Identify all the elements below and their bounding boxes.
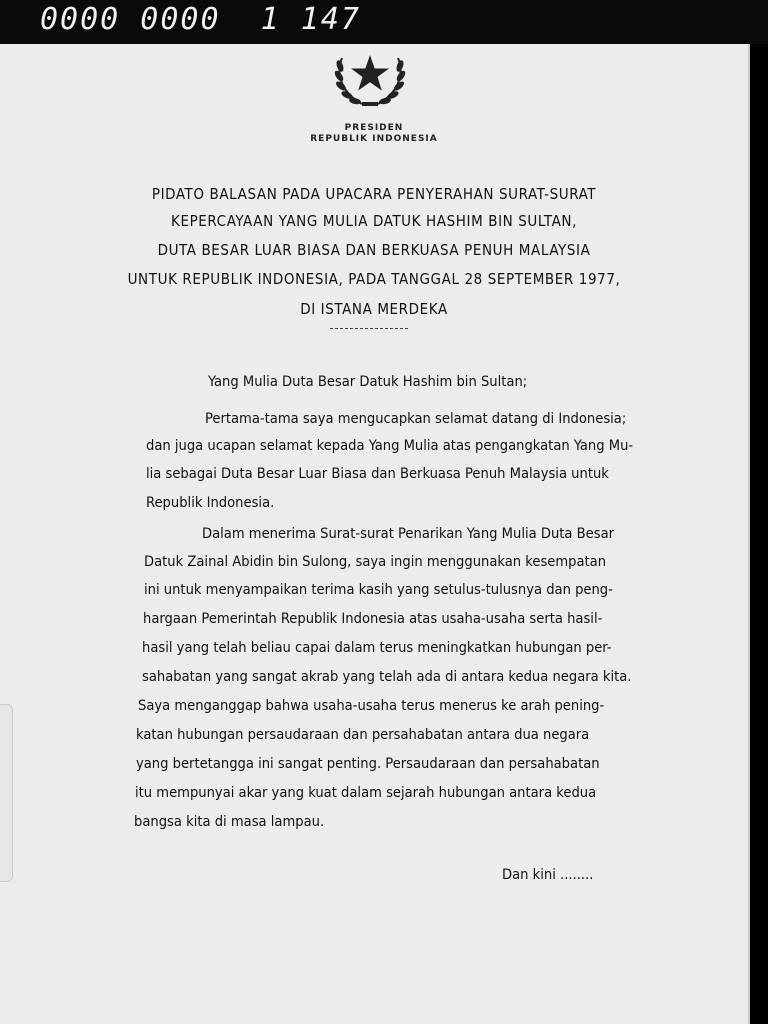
film-strip — [0, 0, 768, 44]
garuda-star-emblem-icon — [328, 44, 412, 112]
body-line: ini untuk menyampaikan terima kasih yang setulus-tulusnya dan peng- — [144, 581, 613, 598]
body-line: Pertama-tama saya mengucapkan selamat datang di Indonesia; — [205, 410, 627, 427]
title-line: KEPERCAYAAN YANG MULIA DATUK HASHIM BIN SULTAN, — [171, 212, 577, 230]
title-divider — [330, 328, 408, 330]
body-line: Datuk Zainal Abidin bin Sulong, saya ingin menggunakan kesempatan — [144, 553, 607, 570]
header-line-2: REPUBLIK INDONESIA — [310, 134, 438, 144]
title-line: PIDATO BALASAN PADA UPACARA PENYERAHAN SURAT-SURAT — [151, 185, 597, 203]
page-edge-tab — [0, 704, 13, 882]
body-line: Saya menganggap bahwa usaha-usaha terus menerus ke arah pening- — [138, 697, 605, 714]
document-page — [0, 44, 750, 1024]
body-line: hasil yang telah beliau capai dalam terus meningkatkan hubungan per- — [142, 639, 612, 656]
body-line: Republik Indonesia. — [146, 494, 275, 511]
body-line: dan juga ucapan selamat kepada Yang Mulia atas pengangkatan Yang Mu- — [146, 437, 634, 454]
body-line: katan hubungan persaudaraan dan persahabatan antara dua negara — [136, 726, 590, 743]
body-line: yang bertetangga ini sangat penting. Persaudaraan dan persahabatan — [136, 755, 600, 772]
body-line: Dalam menerima Surat-surat Penarikan Yang Mulia Duta Besar — [202, 525, 615, 542]
continuation-note: Dan kini ........ — [502, 866, 594, 883]
title-line: DUTA BESAR LUAR BIASA DAN BERKUASA PENUH MALAYSIA — [157, 241, 591, 259]
body-line: itu mempunyai akar yang kuat dalam sejarah hubungan antara kedua — [135, 784, 597, 801]
header-line-1: PRESIDEN — [344, 123, 404, 133]
title-line: DI ISTANA MERDEKA — [300, 300, 448, 318]
body-line: lia sebagai Duta Besar Luar Biasa dan Berkuasa Penuh Malaysia untuk — [146, 465, 609, 482]
salutation: Yang Mulia Duta Besar Datuk Hashim bin Sultan; — [208, 373, 528, 390]
frame-number: 0000 0000 1 147 — [40, 2, 361, 37]
body-line: hargaan Pemerintah Republik Indonesia atas usaha-usaha serta hasil- — [143, 610, 603, 627]
body-line: sahabatan yang sangat akrab yang telah ada di antara kedua negara kita. — [142, 668, 632, 685]
body-line: bangsa kita di masa lampau. — [134, 813, 325, 830]
title-line: UNTUK REPUBLIK INDONESIA, PADA TANGGAL 28 SEPTEMBER 1977, — [127, 270, 621, 288]
